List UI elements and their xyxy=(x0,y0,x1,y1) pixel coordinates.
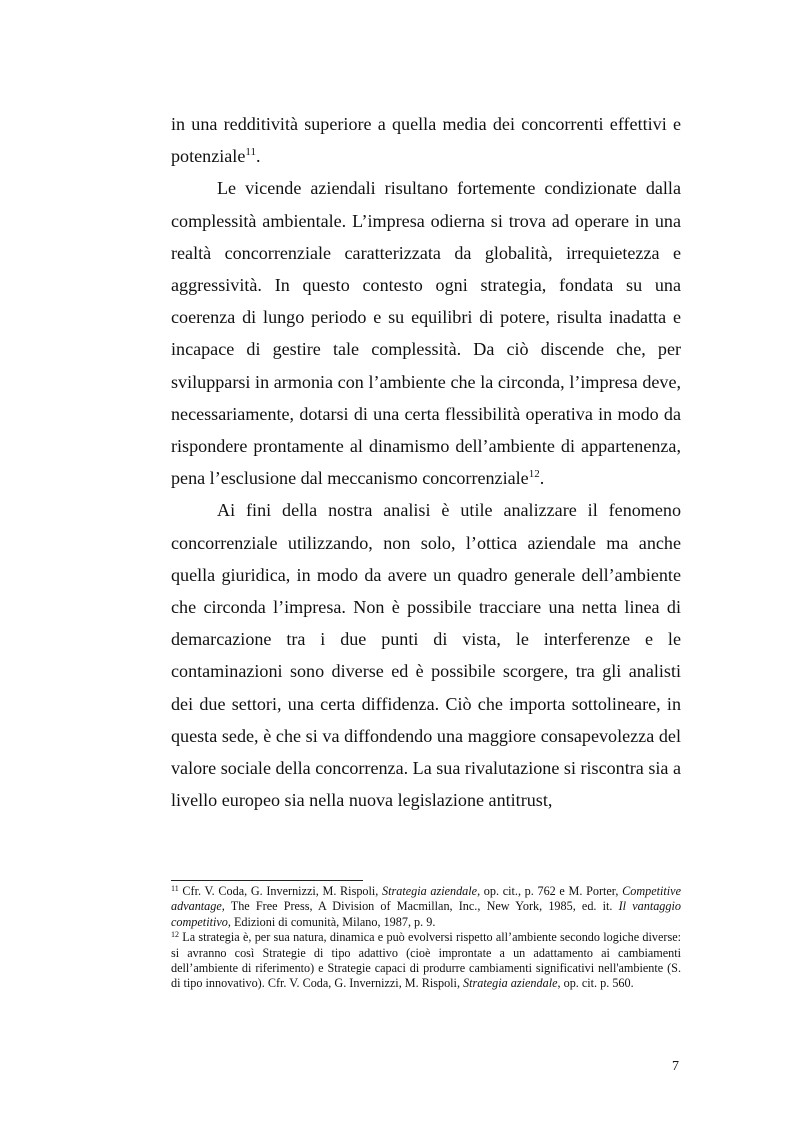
footnotes xyxy=(171,884,681,992)
paragraph-3-text: Ai fini della nostra analisi è utile analizzare il fenomeno concorrenziale utilizzando, non solo, l’ottica aziendale ma anche quella giuridica, in modo da avere un quadro generale dell’ambiente che circonda l’impresa. Non è possibile tracciare una netta linea di demarcazione tra i due punti di vista, le interferenze e le contaminazioni sono diverse ed è possibile scorgere, tra gli analisti dei due settori, una certa diffidenza. Ciò che importa sottolineare, in questa sede, è che si va diffondendo una maggiore consapevolezza del valore sociale della concorrenza. La sua rivalutazione si riscontra sia a livello europeo sia nella nuova legislazione antitrust, xyxy=(171,500,681,811)
footnote-11-title-3: Il vantaggio competitivo, xyxy=(171,899,681,929)
paragraph-2-text: Le vicende aziendali risultano fortemente condizionate dalla complessità ambientale. L’impresa odierna si trova ad operare in una realtà concorrenziale caratterizzata da globalità, irrequietezza e aggressività. In questo contesto ogni strategia, fondata su una coerenza di lungo periodo e su equilibri di potere, risulta inadatta e incapace di gestire tale complessità. Da ciò discende che, per svilupparsi in armonia con l’ambiente che la circonda, l’impresa deve, necessariamente, dotarsi di una certa flessibilità operativa in modo da rispondere prontamente al dinamismo dell’ambiente di appartenenza, pena l’esclusione dal meccanismo concorrenziale xyxy=(171,178,681,489)
footnote-separator xyxy=(171,880,363,881)
footnote-11-title-1: Strategia aziendale xyxy=(382,884,478,898)
footnote-11-text-3: The Free Press, A Division of Macmillan, Inc., New York, 1985, ed. it. xyxy=(224,899,619,914)
footnote-11-text-2: , op. cit., p. 762 e M. Porter, xyxy=(477,884,623,898)
paragraph-1 xyxy=(171,108,681,172)
footnote-12-title-1: Strategia aziendale xyxy=(463,976,558,991)
footnote-12 xyxy=(171,930,681,992)
footnote-number-11: 11 xyxy=(171,884,179,893)
body-text xyxy=(171,108,681,816)
footnote-11-text-1: Cfr. V. Coda, G. Invernizzi, M. Rispoli, xyxy=(178,884,382,898)
paragraph-2 xyxy=(171,172,681,494)
footnote-ref-11[interactable]: 11 xyxy=(245,146,256,159)
page-number: 7 xyxy=(672,1059,679,1074)
paragraph-1-tail: . xyxy=(255,146,261,167)
footnote-11-text-4: Edizioni di comunità, Milano, 1987, p. 9. xyxy=(230,914,436,929)
footnote-number-12: 12 xyxy=(171,930,179,940)
paragraph-2-tail: . xyxy=(539,468,545,489)
paragraph-1-text: in una redditività superiore a quella media dei concorrenti effettivi e potenziale xyxy=(171,114,681,167)
footnote-12-text-2: , op. cit. p. 560. xyxy=(557,976,634,991)
footnote-12-text-1: La strategia è, per sua natura, dinamica e può evolversi rispetto all’ambiente secondo logiche diverse: si avranno così Strategie di tipo adattivo (cioè improntate a un adattamento ai cambiamenti dell’ambiente di riferimento) e Strategie capaci di produrre cambiamenti significativi nell'ambiente (S. di tipo innovativo). Cfr. V. Coda, G. Invernizzi, M. Rispoli, xyxy=(171,930,681,991)
footnote-11-title-2: Competitive advantage, xyxy=(171,884,681,914)
footnote-ref-12[interactable]: 12 xyxy=(528,468,540,481)
paragraph-3 xyxy=(171,494,681,816)
footnote-11 xyxy=(171,884,681,930)
